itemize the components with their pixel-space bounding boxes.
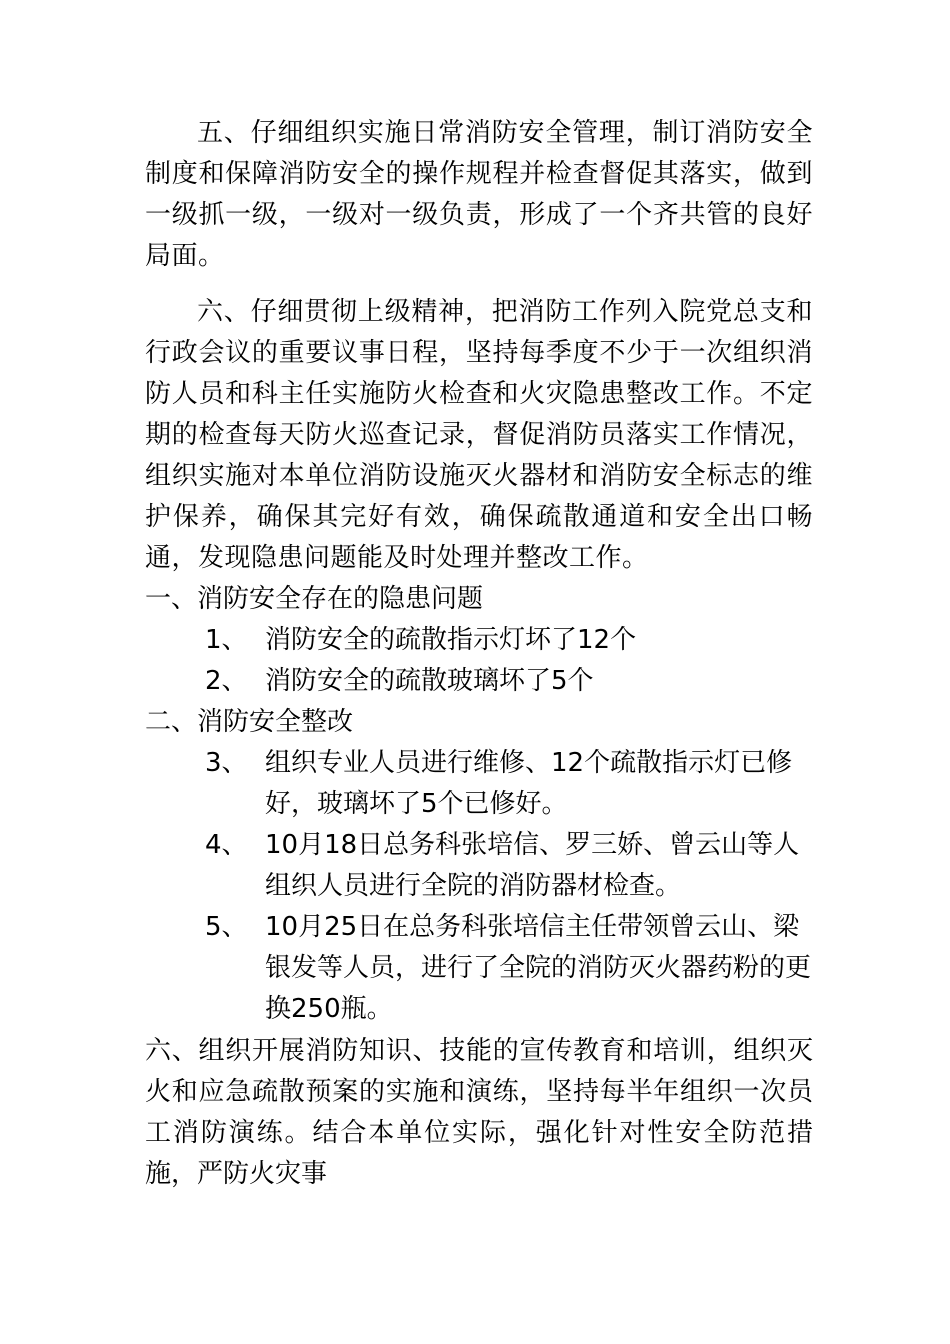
list-item-number: 3、 <box>205 748 248 778</box>
list-item-number: 5、 <box>205 912 248 942</box>
list-item-text: 10月18日总务科张培信、罗三娇、曾云山等人组织人员进行全院的消防器材检查。 <box>265 830 800 901</box>
list-item-text: 组织专业人员进行维修、12个疏散指示灯已修好，玻璃坏了5个已修好。 <box>265 748 793 819</box>
list-item-number: 4、 <box>205 830 248 860</box>
list-item <box>205 620 825 661</box>
paragraph-six: 六、仔细贯彻上级精神，把消防工作列入院党总支和行政会议的重要议事日程，坚持每季度不少于一次组织消防人员和科主任实施防火检查和火灾隐患整改工作。不定期的检查每天防火巡查记录，督促消防员落实工作情况，组织实施对本单位消防设施灭火器材和消防安全标志的维护保养，确保其完好有效，确保疏散通道和安全出口畅通，发现隐患问题能及时处理并整改工作。 <box>145 297 813 573</box>
paragraph-closing: 六、组织开展消防知识、技能的宣传教育和培训，组织灭火和应急疏散预案的实施和演练，坚持每半年组织一次员工消防演练。结合本单位实际，强化针对性安全防范措施，严防火灾事 <box>145 1036 813 1189</box>
list-item <box>205 661 825 702</box>
list-item <box>205 907 825 1030</box>
list-item-text: 10月25日在总务科张培信主任带领曾云山、梁银发等人员，进行了全院的消防灭火器药粉的更换250瓶。 <box>265 912 812 1024</box>
list-item-number: 2、 <box>205 666 248 696</box>
list-item-number: 1、 <box>205 625 248 655</box>
list-item-text: 消防安全的疏散指示灯坏了12个 <box>265 625 637 655</box>
paragraph-five: 五、仔细组织实施日常消防安全管理，制订消防安全制度和保障消防安全的操作规程并检查督促其落实，做到一级抓一级，一级对一级负责，形成了一个齐共管的良好局面。 <box>145 118 813 271</box>
list-item <box>205 825 825 907</box>
section-heading-hazards: 一、消防安全存在的隐患问题 <box>145 584 484 614</box>
list-item-text: 消防安全的疏散玻璃坏了5个 <box>265 666 594 696</box>
list-item <box>205 743 825 825</box>
section-heading-rectification: 二、消防安全整改 <box>145 707 354 737</box>
